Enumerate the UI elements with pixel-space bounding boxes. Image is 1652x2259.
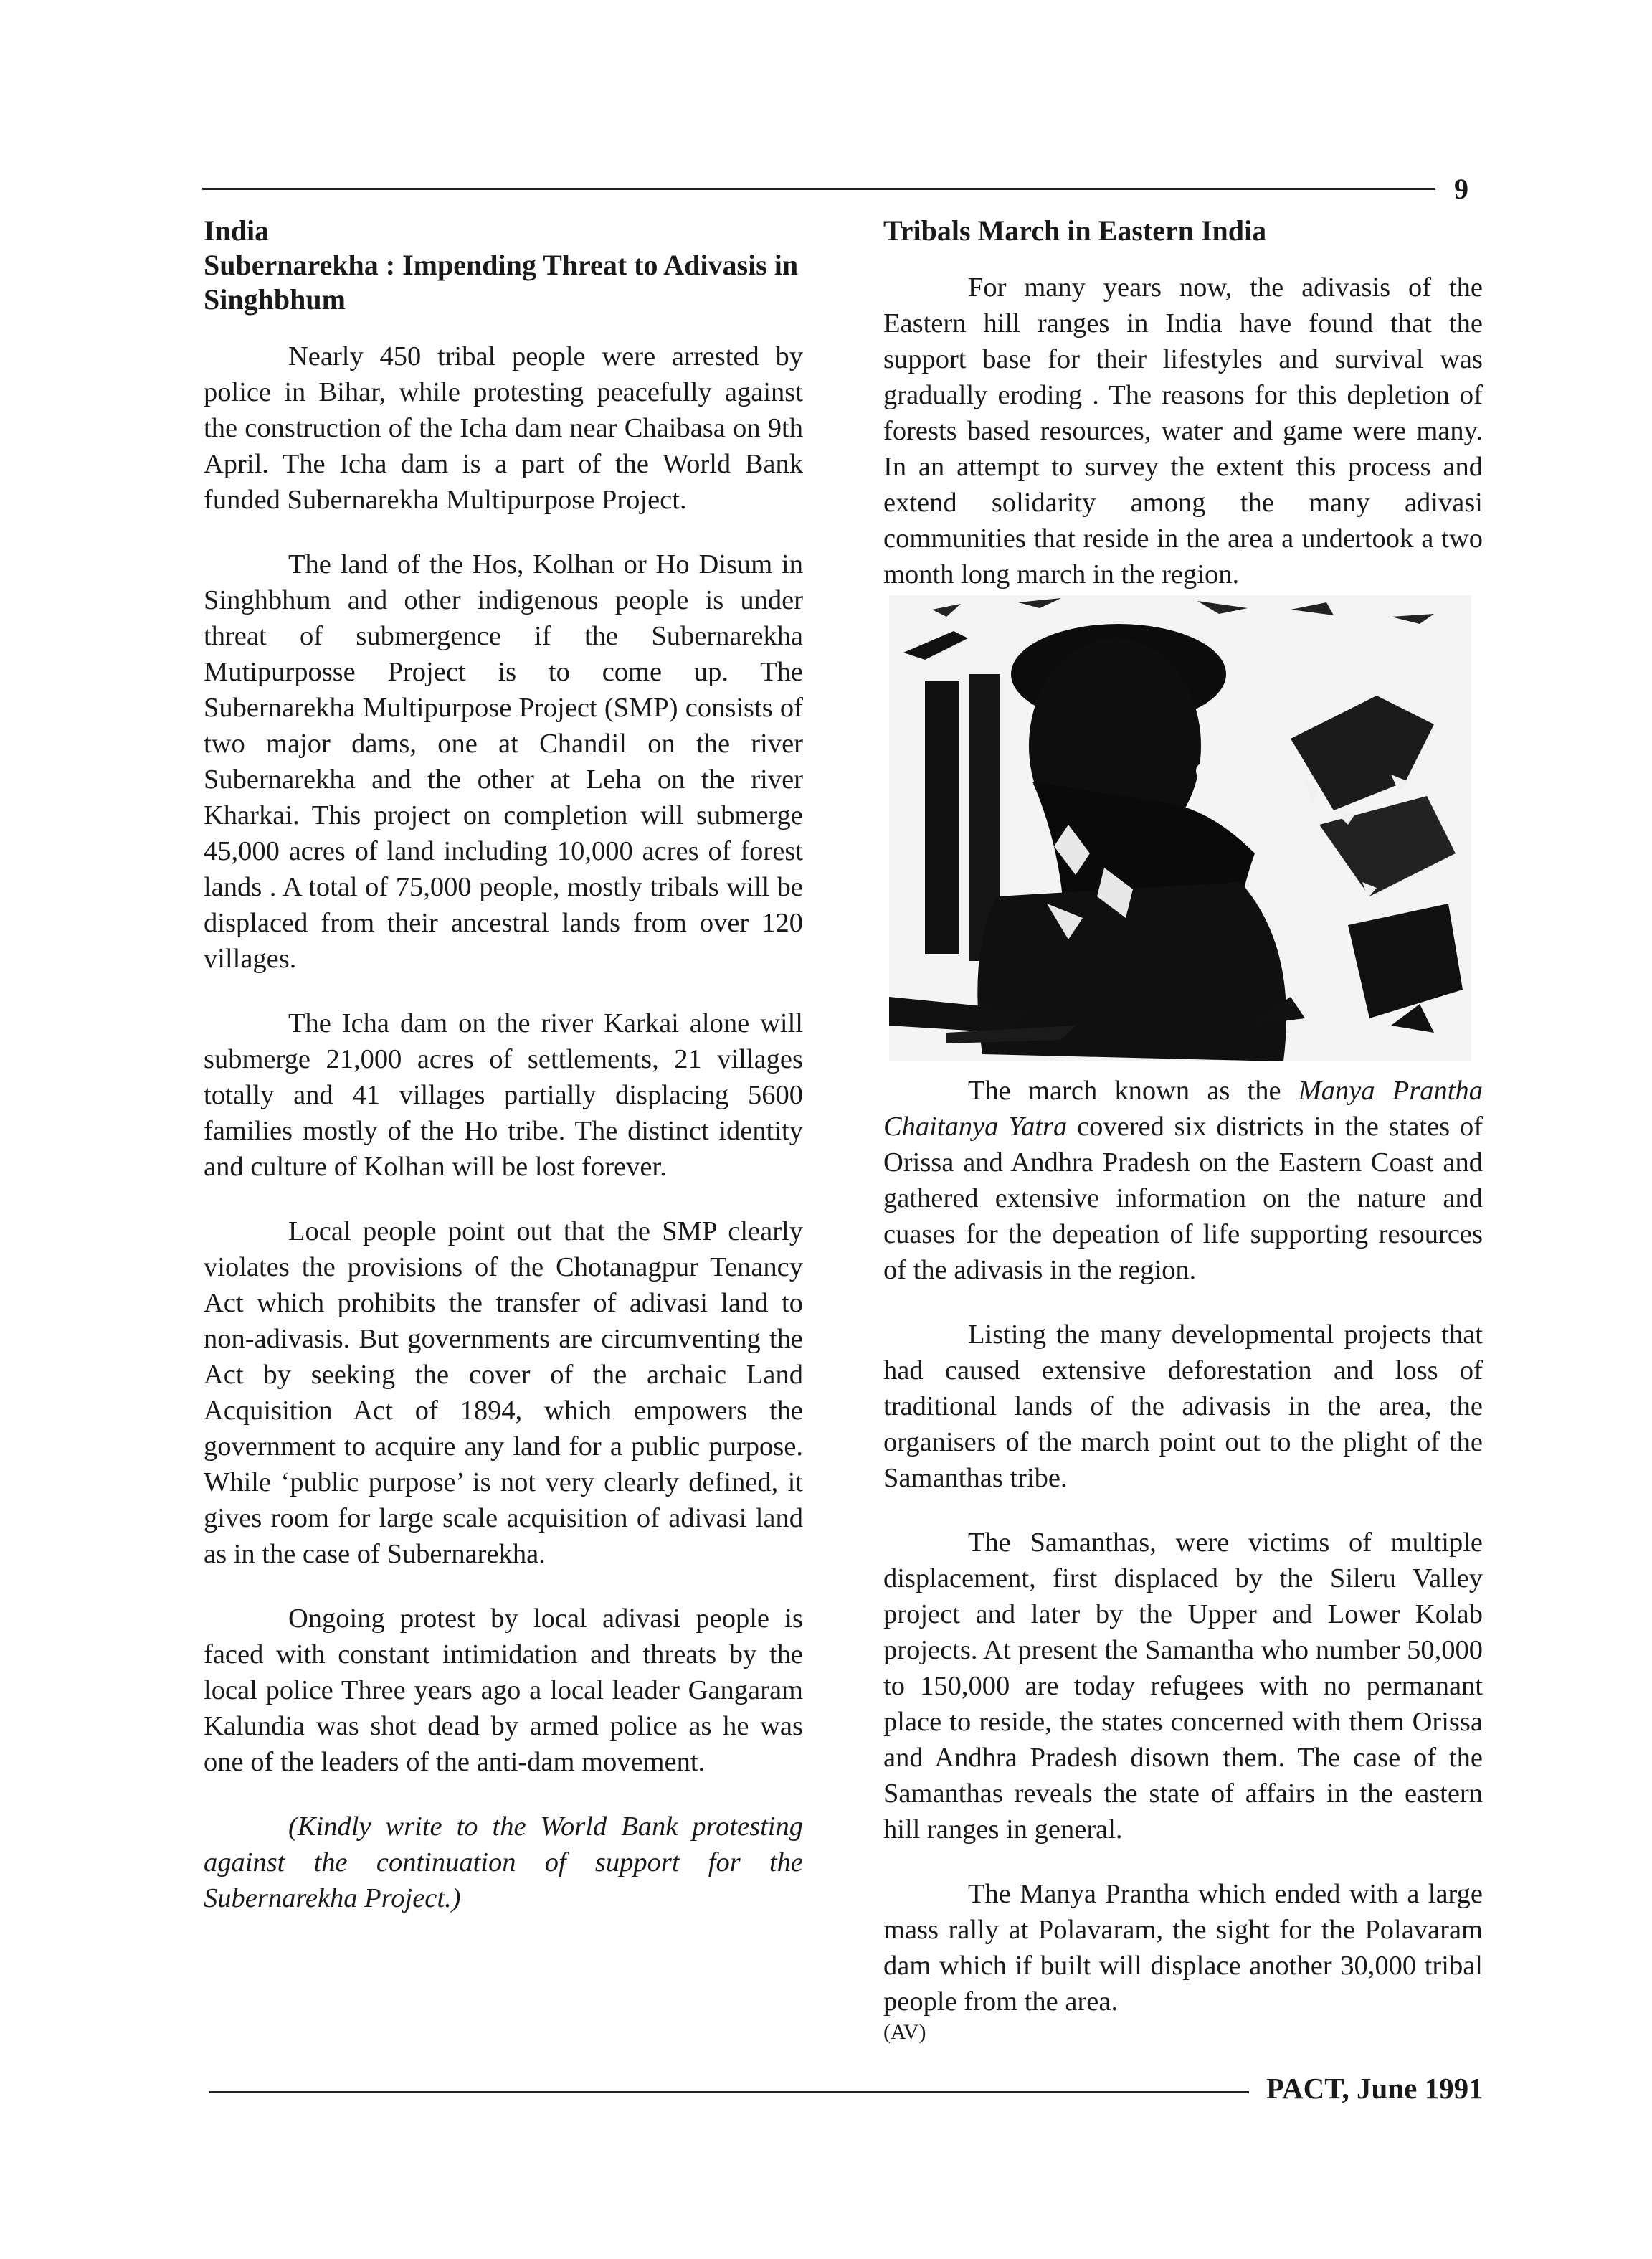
left-paragraph: Ongoing protest by local adivasi people is faced with constant intimidation and threats by the local police Three years ago a local leader Gangaram Kalundia was shot dead by armed police as he was one of the leaders of the anti-dam movement.: [204, 1604, 803, 1777]
footer-rule: [209, 2091, 1249, 2093]
left-column: [204, 214, 803, 1945]
caption-lead: The march known as the: [968, 1076, 1281, 1106]
page-number: 9: [1454, 173, 1468, 205]
header-rule: [202, 188, 1435, 190]
section-country: India: [204, 214, 270, 247]
march-photo: [889, 595, 1471, 1061]
appeal-note: (Kindly write to the World Bank protesting against the continuation of support for the Subernarekha Project.): [204, 1812, 803, 1913]
right-column-lower: [883, 1073, 1483, 2045]
left-paragraph: Local people point out that the SMP clearly violates the provisions of the Chotanagpur Tenancy Act which prohibits the transfer of adivasi land to non-adivasis. But governments are circumventing the Act by seeking the cover of the archaic Land Acquisition Act of 1894, which empowers the government to acquire any land for a public purpose. While ‘public purpose’ is not very clearly defined, it gives room for large scale acquisition of adivasi land as in the case of Subernarekha.: [204, 1216, 803, 1569]
article-title-right: Tribals March in Eastern India: [883, 214, 1267, 247]
left-paragraph: The land of the Hos, Kolhan or Ho Disum in Singhbhum and other indigenous people is under threat of submergence if the Subernarekha Mutipurposse Project is to come up. The Subernarekha Multipurpose Project (SMP) consists of two major dams, one at Chandil on the river Subernarekha and the other at Leha on the river Kharkai. This project on completion will submerge 45,000 acres of land including 10,000 acres of forest lands . A total of 75,000 people, mostly tribals will be displaced from their ancestral lands from over 120 villages.: [204, 549, 803, 974]
left-paragraph: The Icha dam on the river Karkai alone will submerge 21,000 acres of settlements, 21 villages totally and 41 villages partially displacing 5600 families mostly of the Ho tribe. The distinct identity and culture of Kolhan will be lost forever.: [204, 1008, 803, 1182]
right-paragraph: For many years now, the adivasis of the Eastern hill ranges in India have found that the support base for their lifestyles and survival was gradually eroding . The reasons for this depletion of forests based resources, water and game were many. In an attempt to survey the extent this process and extend solidarity among the many adivasi communities that reside in the area a undertook a two month long march in the region.: [883, 273, 1483, 589]
right-paragraph: The Samanthas, were victims of multiple displacement, first displaced by the Sileru Valley project and later by the Upper and Lower Kolab projects. At present the Samantha who number 50,000 to 150,000 are today refugees with no permanant place to reside, the states concerned with them Orissa and Andhra Pradesh disown them. The case of the Samanthas reveals the state of affairs in the eastern hill ranges in general.: [883, 1528, 1483, 1844]
woman-photo-image: [889, 595, 1471, 1061]
left-paragraph: Nearly 450 tribal people were arrested by police in Bihar, while protesting peacefully against the construction of the Icha dam near Chaibasa on 9th April. The Icha dam is a part of the World Bank funded Subernarekha Multipurpose Project.: [204, 341, 803, 515]
article-title-left: Subernarekha : Impending Threat to Adivasis in Singhbhum: [204, 249, 799, 316]
right-paragraph: The Manya Prantha which ended with a large mass rally at Polavaram, the sight for the Polavaram dam which if built will displace another 30,000 tribal people from the area.: [883, 1879, 1483, 2017]
right-paragraph: Listing the many developmental projects that had caused extensive deforestation and loss of traditional lands of the adivasis in the area, the organisers of the march point out to the plight of the Samanthas tribe.: [883, 1320, 1483, 1493]
caption-rest: covered six districts in the states of Orissa and Andhra Pradesh on the Eastern Coast and gathered extensive information on the nature and cuases for the depeation of life supporting resources of the adivasis in the region.: [883, 1112, 1484, 1285]
footer-publication: PACT, June 1991: [1266, 2072, 1484, 2105]
photo-caption: [883, 1073, 1483, 1288]
march-name: Manya Prantha Chaitanya Yatra: [883, 1076, 1483, 1142]
right-column: [883, 214, 1483, 600]
author-signoff: (AV): [883, 2020, 926, 2044]
